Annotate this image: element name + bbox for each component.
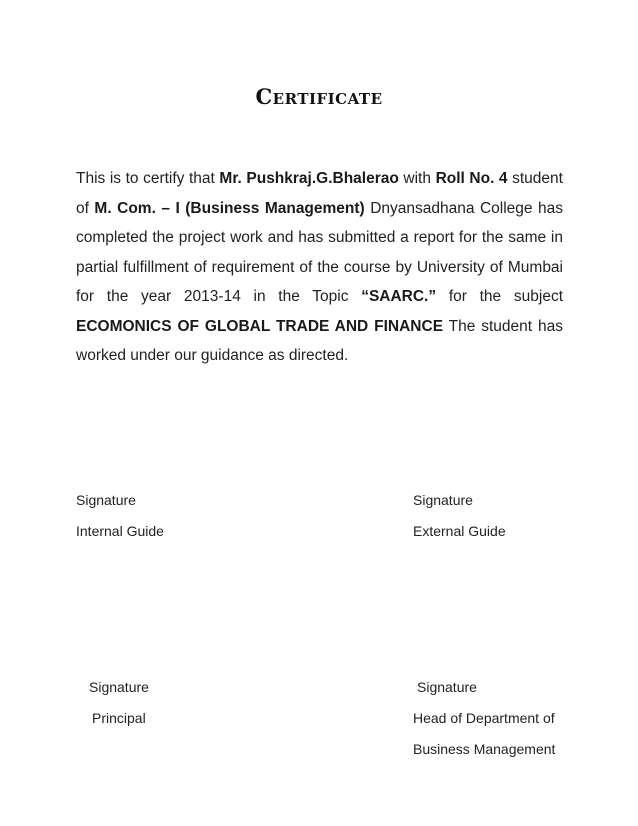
roll-number: Roll No. 4 — [435, 170, 508, 187]
certificate-body — [76, 164, 563, 371]
course-name: M. Com. – I (Business Management) — [94, 199, 365, 217]
external-guide-label: External Guide — [413, 523, 506, 539]
body-text-4: Dnyansadhana College has completed the project work and has submitted a report for the same in partial fulfillment of requirement of the course by University of Mumbai for the year 2013-14 in the Topic — [76, 199, 563, 305]
signature-label: Signature — [76, 492, 136, 508]
subject-name: ECOMONICS OF GLOBAL TRADE AND FINANCE — [76, 317, 444, 335]
external-guide-signature-block — [413, 490, 506, 541]
hod-signature-block — [413, 677, 555, 759]
body-text-6: The student has worked under our guidance as directed. — [76, 317, 563, 364]
body-text-3: student of — [76, 170, 563, 217]
principal-label: Principal — [92, 710, 146, 726]
body-text-5: for the subject — [436, 288, 563, 305]
hod-label-line1: Head of Department of — [413, 710, 555, 726]
signature-label: Signature — [417, 679, 477, 695]
internal-guide-signature-block — [76, 490, 164, 541]
body-text-1: This is to certify that — [76, 170, 220, 187]
principal-signature-block — [89, 677, 149, 728]
certificate-title: Certificate — [255, 84, 383, 109]
body-text-2: with — [398, 170, 436, 187]
student-name: Mr. Pushkraj.G.Bhalerao — [219, 170, 399, 187]
hod-label-line2: Business Management — [413, 741, 556, 757]
project-topic: “SAARC.” — [361, 288, 437, 305]
signature-label: Signature — [89, 679, 149, 695]
internal-guide-label: Internal Guide — [76, 523, 164, 539]
signature-label: Signature — [413, 492, 473, 508]
